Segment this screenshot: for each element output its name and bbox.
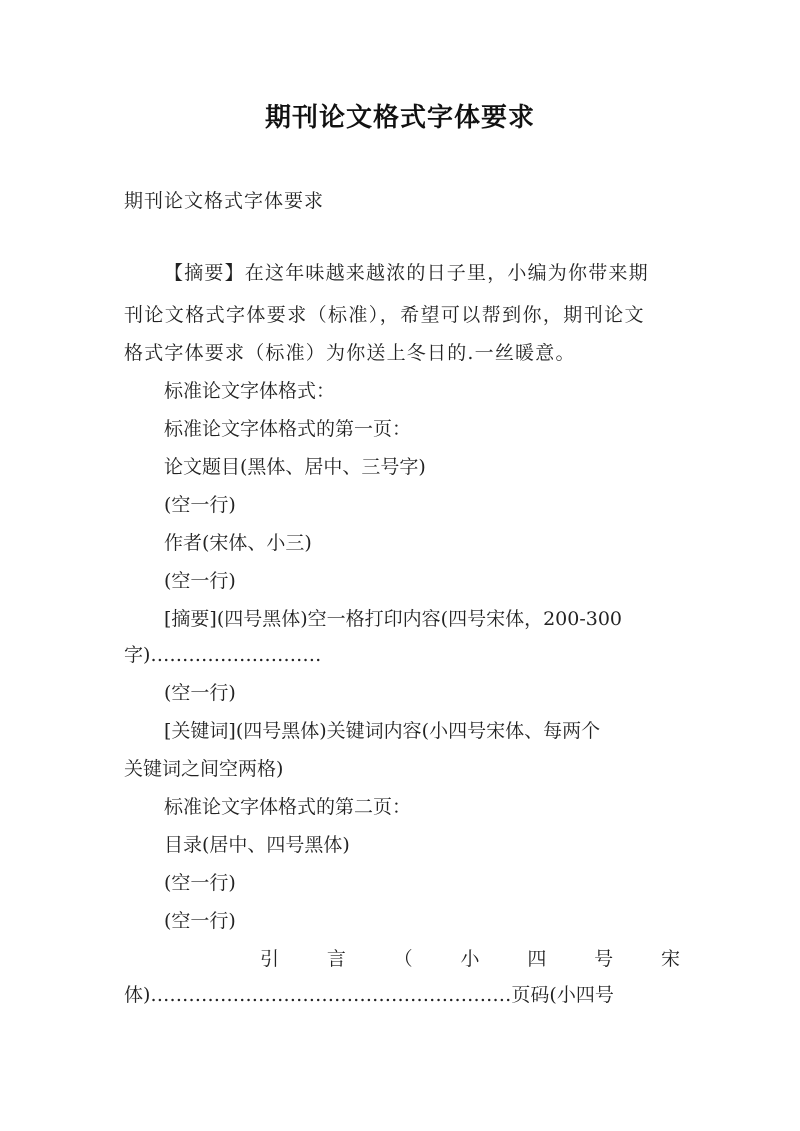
paragraph-blank-line-1: (空一行) (164, 494, 236, 516)
document-title: 期刊论文格式字体要求 (264, 103, 535, 133)
document-subtitle: 期刊论文格式字体要求 (124, 190, 325, 212)
paragraph-standard-format: 标准论文字体格式： (164, 380, 336, 402)
abstract-line-1: 【摘要】在这年味越来越浓的日子里，小编为你带来期 (164, 262, 649, 284)
spread-char: （ (393, 948, 413, 970)
spread-char: 宋 (660, 948, 680, 970)
paragraph-blank-line-3: (空一行) (164, 682, 236, 704)
paragraph-keywords-format-line-1: [关键词](四号黑体)关键词内容(小四号宋体、每两个 (164, 720, 601, 742)
paragraph-author-format: 作者(宋体、小三) (164, 532, 312, 554)
paragraph-paper-title-format: 论文题目(黑体、居中、三号字) (164, 456, 426, 478)
paragraph-abstract-format-line-1: [摘要](四号黑体)空一格打印内容(四号宋体，200-300 (164, 608, 623, 630)
paragraph-second-page: 标准论文字体格式的第二页： (164, 796, 412, 818)
paragraph-blank-line-2: (空一行) (164, 570, 236, 592)
paragraph-keywords-format-line-2: 关键词之间空两格) (124, 758, 284, 780)
spread-char: 言 (326, 948, 346, 970)
abstract-line-3: 格式字体要求（标准）为你送上冬日的.一丝暖意。 (124, 342, 576, 364)
spread-char: 引 (260, 948, 280, 970)
paragraph-toc-format: 目录(居中、四号黑体) (164, 834, 350, 856)
paragraph-introduction-spread (260, 944, 680, 974)
paragraph-first-page: 标准论文字体格式的第一页： (164, 418, 412, 440)
abstract-line-2: 刊论文格式字体要求（标准），希望可以帮到你，期刊论文 (124, 304, 645, 326)
paragraph-blank-line-4: (空一行) (164, 872, 236, 894)
paragraph-introduction-line-2: 体)…………………………………………………页码(小四号 (124, 984, 614, 1006)
spread-char: 号 (594, 948, 614, 970)
spread-char: 小 (460, 948, 480, 970)
paragraph-blank-line-5: (空一行) (164, 910, 236, 932)
paragraph-abstract-format-line-2: 字)……………………… (124, 644, 322, 666)
spread-char: 四 (527, 948, 547, 970)
